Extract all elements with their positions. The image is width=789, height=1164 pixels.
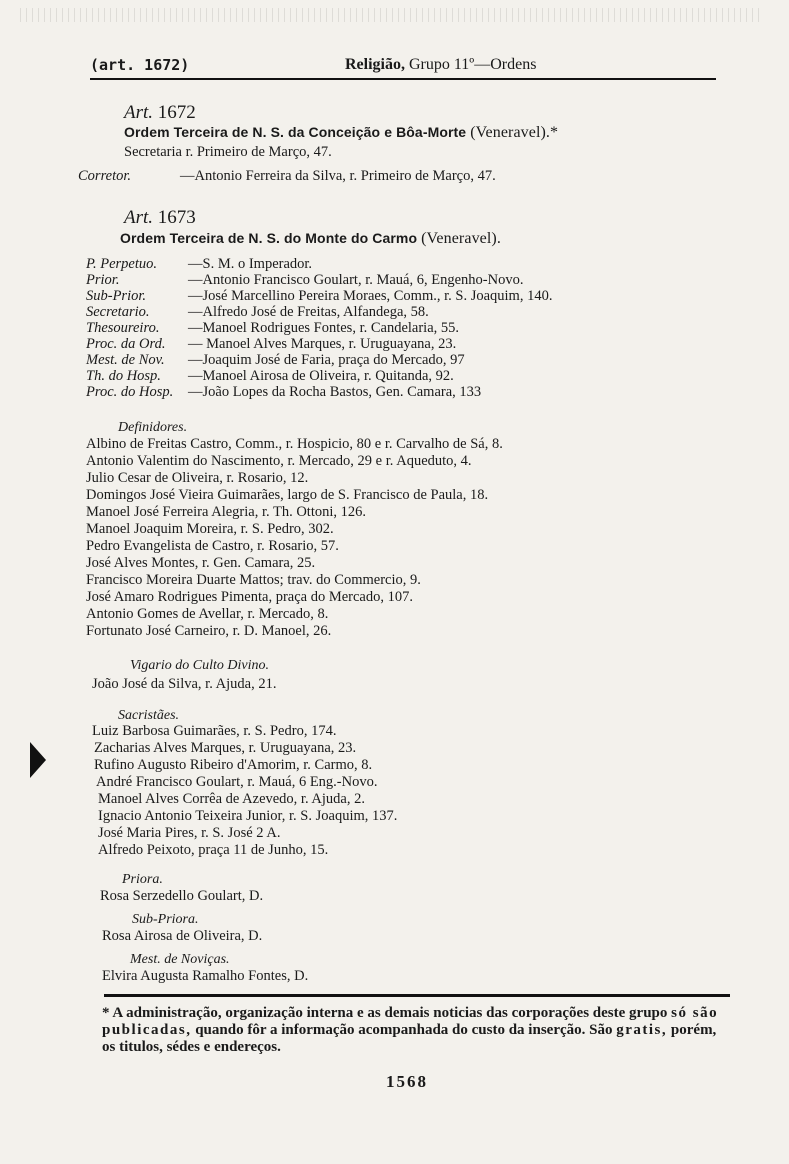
definidor-entry: Fortunato José Carneiro, r. D. Manoel, 26.	[86, 623, 332, 639]
sacristao-entry: Alfredo Peixoto, praça 11 de Junho, 15.	[98, 842, 329, 858]
subpriora-entry: Rosa Airosa de Oliveira, D.	[102, 928, 263, 944]
officer-row: Secretario. —Alfredo José de Freitas, Alfandega, 58.	[86, 304, 429, 320]
scan-noise	[20, 8, 760, 22]
officer-row: P. Perpetuo. —S. M. o Imperador.	[86, 256, 313, 272]
definidores-heading: Definidores.	[118, 420, 188, 435]
officer-row: Sub-Prior. —José Marcellino Pereira Moraes, Comm., r. S. Joaquim, 140.	[86, 288, 553, 304]
vigario-heading: Vigario do Culto Divino.	[130, 658, 269, 673]
definidor-entry: Albino de Freitas Castro, Comm., r. Hospicio, 80 e r. Carvalho de Sá, 8.	[86, 436, 503, 452]
article-1673-title: Ordem Terceira de N. S. do Monte do Carmo (Veneravel).	[120, 230, 501, 247]
officer-row: Mest. de Nov. —Joaquim José de Faria, praça do Mercado, 97	[86, 352, 465, 368]
header-rule	[90, 78, 716, 80]
article-1672-corrector: Corretor. —Antonio Ferreira da Silva, r. Primeiro de Março, 47.	[78, 168, 496, 184]
sacristao-entry: Ignacio Antonio Teixeira Junior, r. S. Joaquim, 137.	[98, 808, 398, 824]
sacristaes-heading: Sacristães.	[118, 708, 180, 723]
officer-row: Th. do Hosp. —Manoel Airosa de Oliveira, r. Quitanda, 92.	[86, 368, 454, 384]
priora-heading: Priora.	[122, 872, 163, 887]
header-title: Religião, Grupo 11º—Ordens	[345, 56, 537, 73]
sacristao-entry: Rufino Augusto Ribeiro d'Amorim, r. Carmo, 8.	[94, 757, 373, 773]
mestnov-entry: Elvira Augusta Ramalho Fontes, D.	[102, 968, 309, 984]
definidor-entry: Manoel José Ferreira Alegria, r. Th. Ottoni, 126.	[86, 504, 367, 520]
subpriora-heading: Sub-Priora.	[132, 912, 199, 927]
sacristao-entry: Zacharias Alves Marques, r. Uruguayana, 23.	[94, 740, 357, 756]
officer-row: Proc. do Hosp. —João Lopes da Rocha Bastos, Gen. Camara, 133	[86, 384, 482, 400]
definidor-entry: Domingos José Vieira Guimarães, largo de S. Francisco de Paula, 18.	[86, 487, 489, 503]
page-number: 1568	[386, 1072, 428, 1091]
sacristao-entry: Luiz Barbosa Guimarães, r. S. Pedro, 174.	[92, 723, 337, 739]
footnote: * A administração, organização interna e as demais noticias das corporações deste grupo só são publicadas, quando fôr a informação acompanhada do custo da inserção. São gratis, porém, os titulos, sédes e endereços.	[102, 1005, 719, 1055]
vigario-entry: João José da Silva, r. Ajuda, 21.	[92, 676, 277, 692]
officer-row: Proc. da Ord. — Manoel Alves Marques, r. Uruguayana, 23.	[86, 336, 457, 352]
page-edge-mark	[30, 742, 46, 778]
sacristao-entry: André Francisco Goulart, r. Mauá, 6 Eng.-Novo.	[96, 774, 378, 790]
footnote-rule	[104, 994, 730, 997]
definidor-entry: Antonio Valentim do Nascimento, r. Mercado, 29 e r. Aqueduto, 4.	[86, 453, 472, 469]
definidor-entry: José Alves Montes, r. Gen. Camara, 25.	[86, 555, 316, 571]
officer-row: Thesoureiro. —Manoel Rodrigues Fontes, r. Candelaria, 55.	[86, 320, 460, 336]
definidor-entry: Antonio Gomes de Avellar, r. Mercado, 8.	[86, 606, 329, 622]
mestnov-heading: Mest. de Noviças.	[130, 952, 230, 967]
article-1672-heading: Art. 1672	[124, 102, 196, 123]
sacristao-entry: Manoel Alves Corrêa de Azevedo, r. Ajuda, 2.	[98, 791, 365, 807]
sacristao-entry: José Maria Pires, r. S. José 2 A.	[98, 825, 281, 841]
officer-row: Prior. —Antonio Francisco Goulart, r. Mauá, 6, Engenho-Novo.	[86, 272, 524, 288]
running-header	[90, 56, 716, 76]
definidor-entry: Manoel Joaquim Moreira, r. S. Pedro, 302.	[86, 521, 334, 537]
definidor-entry: Pedro Evangelista de Castro, r. Rosario, 57.	[86, 538, 339, 554]
header-article-ref: (art. 1672)	[90, 56, 190, 74]
priora-entry: Rosa Serzedello Goulart, D.	[100, 888, 264, 904]
definidor-entry: José Amaro Rodrigues Pimenta, praça do Mercado, 107.	[86, 589, 413, 605]
definidor-entry: Julio Cesar de Oliveira, r. Rosario, 12.	[86, 470, 309, 486]
article-1672-address: Secretaria r. Primeiro de Março, 47.	[124, 144, 332, 160]
article-1672-title: Ordem Terceira de N. S. da Conceição e Bôa-Morte (Veneravel).*	[124, 124, 559, 141]
definidor-entry: Francisco Moreira Duarte Mattos; trav. do Commercio, 9.	[86, 572, 421, 588]
article-1673-heading: Art. 1673	[124, 207, 196, 228]
header-subtitle: Grupo 11º—Ordens	[409, 56, 537, 73]
